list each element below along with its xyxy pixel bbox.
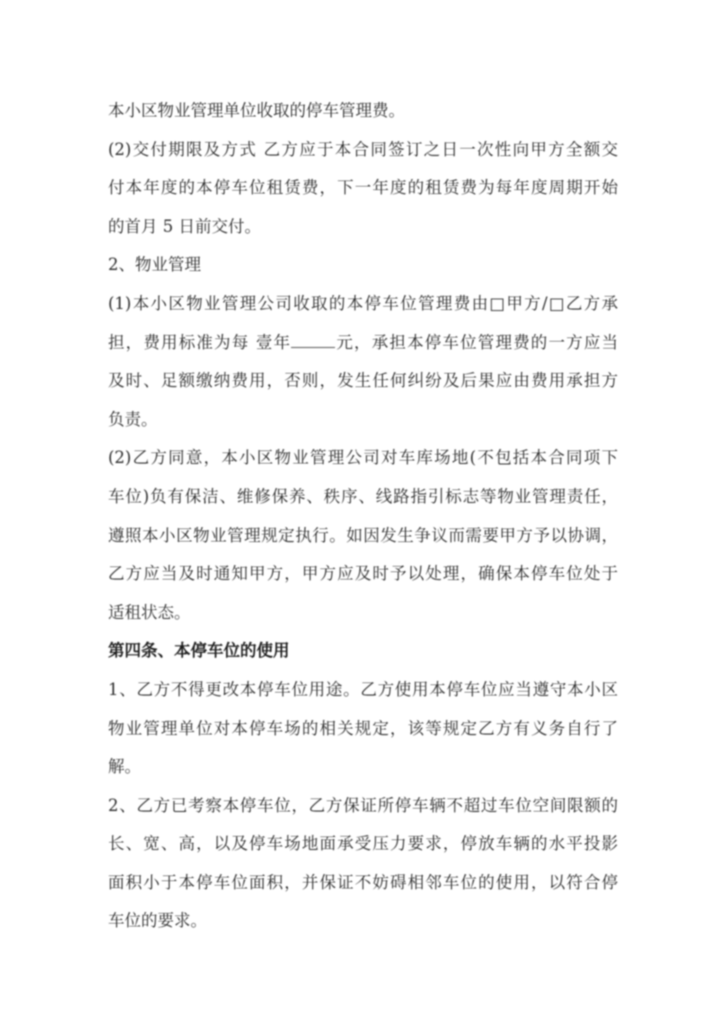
text-line: 1、乙方不得更改本停车位用途。乙方使用本停车位应当遵守本小区	[108, 679, 618, 699]
text-fragment: 担，费用标准为每 壹年	[108, 332, 292, 352]
text-fragment: 元，承担本停车位管理费的一方应当	[335, 332, 619, 352]
text-line-with-blank	[108, 324, 618, 363]
text-line: 付本年度的本停车位租赁费，下一年度的租赁费为每年度周期开始	[108, 178, 618, 198]
text-line: 物业管理单位对本停车场的相关规定，该等规定乙方有义务自行了	[108, 718, 618, 738]
text-line: 车位的要求。	[108, 911, 207, 931]
fill-in-blank	[291, 333, 335, 348]
text-line: 遵照本小区物业管理规定执行。如因发生争议而需要甲方予以协调，	[108, 525, 618, 545]
text-line: 负责。	[108, 409, 158, 429]
document-body	[108, 92, 618, 941]
text-line: 2、乙方已考察本停车位，乙方保证所停车辆不超过车位空间限额的	[108, 795, 618, 815]
text-line: 长、宽、高，以及停车场地面承受压力要求，停放车辆的水平投影	[108, 834, 618, 854]
text-line: 的首月 5 日前交付。	[108, 216, 261, 236]
text-line: (2)乙方同意，本小区物业管理公司对车库场地(不包括本合同项下	[108, 448, 618, 468]
section-heading: 第四条、本停车位的使用	[108, 641, 290, 661]
text-line: 适租状态。	[108, 602, 191, 622]
text-line: 本小区物业管理单位收取的停车管理费。	[108, 101, 405, 120]
text-line: (1)本小区物业管理公司收取的本停车位管理费由□甲方/□乙方承	[108, 293, 618, 313]
text-line: 车位)负有保洁、维修保养、秩序、线路指引标志等物业管理责任，	[108, 486, 618, 506]
text-line: 解。	[108, 757, 141, 777]
text-line: 及时、足额缴纳费用，否则，发生任何纠纷及后果应由费用承担方	[108, 371, 618, 391]
text-line: (2)交付期限及方式 乙方应于本合同签订之日一次性向甲方全额交	[108, 139, 618, 159]
text-line: 面积小于本停车位面积，并保证不妨碍相邻车位的使用，以符合停	[108, 872, 618, 892]
subsection-title: 2、物业管理	[108, 255, 201, 275]
text-line: 乙方应当及时通知甲方，甲方应及时予以处理，确保本停车位处于	[108, 564, 618, 584]
